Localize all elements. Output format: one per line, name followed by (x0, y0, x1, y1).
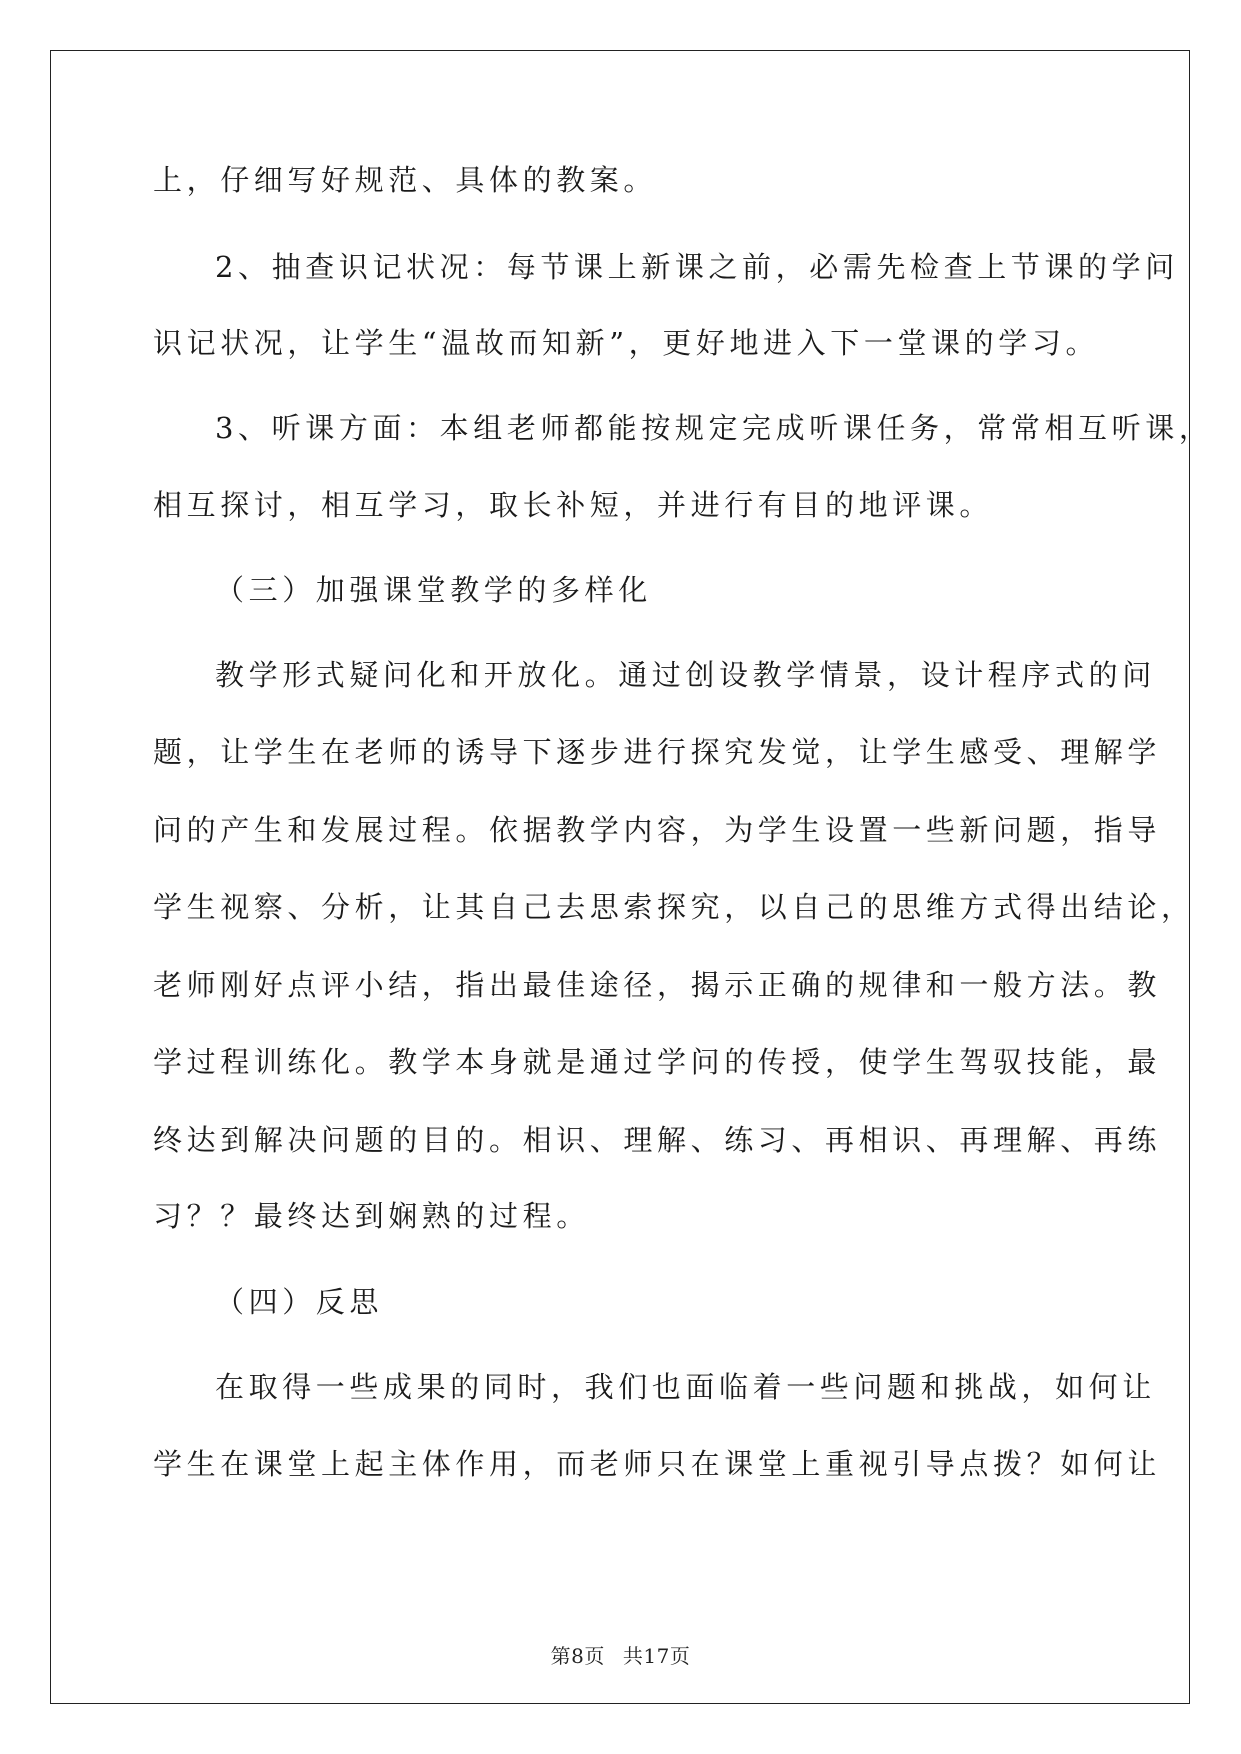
text-line: 学生视察、分析，让其自己去思索探究，以自己的思维方式得出结论， (153, 890, 1195, 924)
page-number: 第8页 (550, 1644, 605, 1668)
text-line: 在取得一些成果的同时，我们也面临着一些问题和挑战，如何让 (215, 1370, 1156, 1404)
text-line: 习？？最终达到娴熟的过程。 (153, 1199, 590, 1233)
text-line: 问的产生和发展过程。依据教学内容，为学生设置一些新问题，指导 (153, 813, 1162, 847)
text-line: 老师刚好点评小结，指出最佳途径，揭示正确的规律和一般方法。教 (153, 968, 1162, 1002)
text-line: 题，让学生在老师的诱导下逐步进行探究发觉，让学生感受、理解学 (153, 735, 1162, 769)
section-heading: （四）反思 (215, 1285, 384, 1319)
text-line: 学生在课堂上起主体作用，而老师只在课堂上重视引导点拨？如何让 (153, 1447, 1162, 1481)
text-line: 学过程训练化。教学本身就是通过学问的传授，使学生驾驭技能，最 (153, 1045, 1162, 1079)
text-line: 教学形式疑问化和开放化。通过创设教学情景，设计程序式的问 (215, 658, 1156, 692)
text-line: 2、抽查识记状况：每节课上新课之前，必需先检查上节课的学问 (215, 250, 1179, 284)
page-total: 共17页 (622, 1644, 691, 1668)
text-line: 上，仔细写好规范、具体的教案。 (153, 163, 658, 197)
text-line: 终达到解决问题的目的。相识、理解、练习、再相识、再理解、再练 (153, 1123, 1162, 1157)
text-line: 相互探讨，相互学习，取长补短，并进行有目的地评课。 (153, 488, 994, 522)
text-line: 3、听课方面：本组老师都能按规定完成听课任务，常常相互听课， (215, 411, 1213, 445)
page-footer (0, 1640, 1241, 1669)
section-heading: （三）加强课堂教学的多样化 (215, 573, 652, 607)
text-line: 识记状况，让学生“温故而知新”，更好地进入下一堂课的学习。 (153, 326, 1100, 360)
